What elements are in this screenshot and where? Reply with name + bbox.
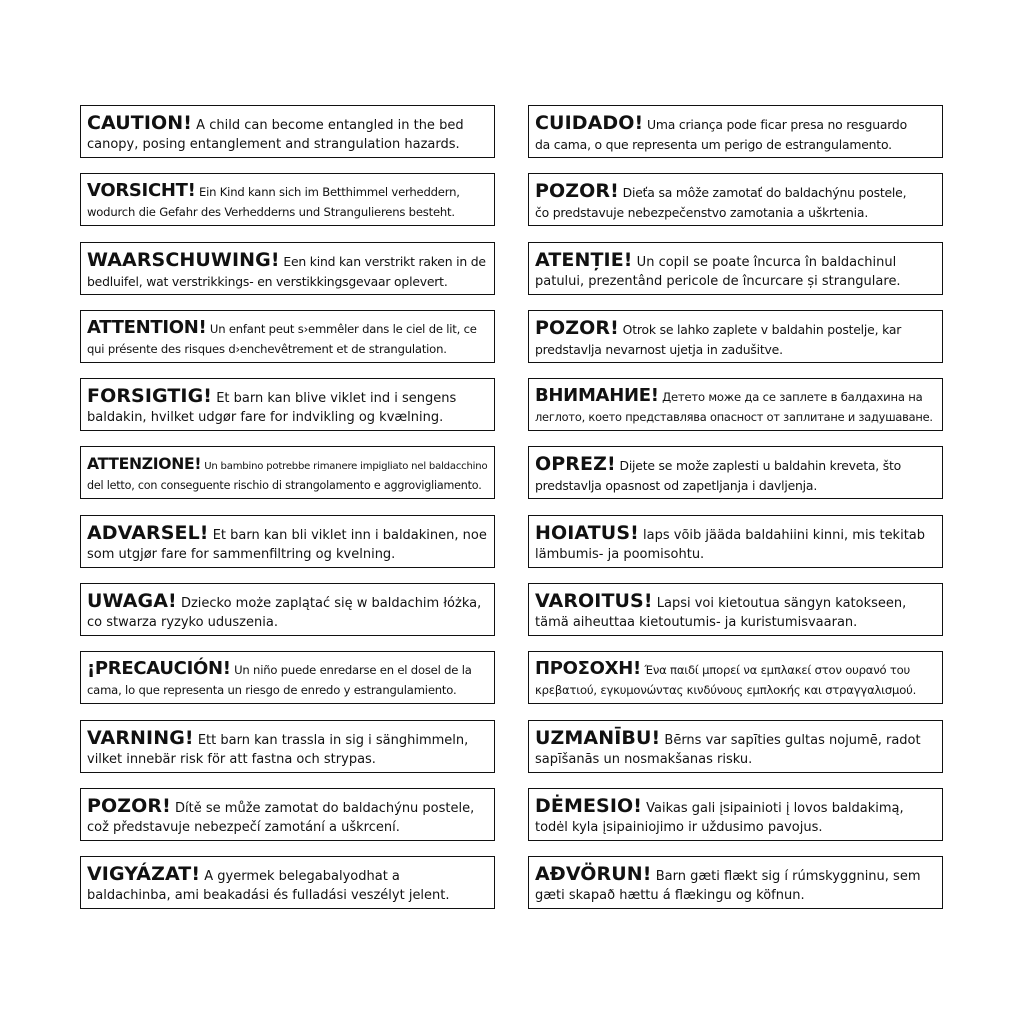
- warning-heading: VIGYÁZAT!: [87, 863, 201, 886]
- warning-label-hu: [80, 856, 495, 909]
- warning-text: Een kind kan verstrikt raken in de: [279, 253, 486, 269]
- warning-text: Otrok se lahko zaplete v baldahin postelje, kar: [618, 321, 902, 337]
- warning-heading: ATTENTION!: [87, 316, 207, 338]
- warning-text-continued: čo predstavuje nebezpečenstvo zamotania a uškrtenia.: [535, 205, 869, 221]
- warning-text: Et barn kan blive viklet ind i sengens: [212, 391, 457, 407]
- warning-text-continued: леглото, което представлява опасност от заплитане и задушаване.: [535, 410, 933, 425]
- warning-text-continued: tämä aiheuttaa kietoutumis- ja kuristumisvaaran.: [535, 615, 858, 631]
- warning-text: Детето може да се заплете в балдахина на: [658, 390, 923, 405]
- warning-heading: ATENȚIE!: [535, 248, 633, 271]
- warning-text: Ett barn kan trassla in sig i sänghimmeln,: [193, 732, 469, 748]
- warning-text: Dítě se může zamotat do baldachýnu postele,: [170, 800, 475, 816]
- warning-text-continued: patului, prezentând pericole de încurcare și strangulare.: [535, 273, 901, 289]
- warning-heading: VARNING!: [87, 726, 194, 749]
- warning-label-pt: [528, 105, 943, 158]
- right-warning-column: [528, 105, 943, 925]
- warning-label-lt: [528, 788, 943, 841]
- warning-heading: CUIDADO!: [535, 112, 644, 134]
- warning-heading: UWAGA!: [87, 590, 177, 613]
- warning-heading: VAROITUS!: [535, 590, 653, 613]
- warning-text: Barn gæti flækt sig í rúmskyggninu, sem: [651, 869, 921, 885]
- warning-text-continued: predstavlja nevarnost ujetja in zadušitve.: [535, 341, 783, 357]
- warning-label-es: [80, 651, 495, 704]
- warning-heading: HOIATUS!: [535, 521, 639, 544]
- warning-text-continued: gæti skapað hættu á flækingu og köfnun.: [535, 888, 805, 904]
- warning-heading: CAUTION!: [87, 112, 193, 134]
- warning-text: Vaikas gali įsipainioti į lovos baldakimą,: [642, 800, 904, 816]
- warning-text: Ένα παιδί μπορεί να εμπλακεί στον ουρανό του: [640, 663, 911, 678]
- warning-label-no: [80, 515, 495, 568]
- warning-heading: FORSIGTIG!: [87, 385, 213, 408]
- warning-label-pl: [80, 583, 495, 636]
- warning-heading: UZMANĪBU!: [535, 726, 661, 749]
- warning-text: Un enfant peut s›emmêler dans le ciel de lit, ce: [206, 321, 477, 336]
- warning-label-el: [528, 651, 943, 704]
- warning-label-da: [80, 378, 495, 431]
- warning-text-continued: todėl kyla įsipainiojimo ir uždusimo pavojus.: [535, 819, 823, 835]
- warning-text: Ein Kind kann sich im Betthimmel verheddern,: [195, 185, 460, 200]
- warning-label-is: [528, 856, 943, 909]
- warning-text: A child can become entangled in the bed: [192, 118, 464, 133]
- warning-label-cs: [80, 788, 495, 841]
- warning-text: Dijete se može zaplesti u baldahin kreveta, što: [615, 458, 902, 474]
- warning-heading: WAARSCHUWING!: [87, 248, 280, 271]
- warning-label-it: [80, 446, 495, 499]
- warning-text: Bērns var sapīties gultas nojumē, radot: [660, 732, 921, 748]
- warning-heading: DĖMESIO!: [535, 794, 643, 817]
- warning-heading: POZOR!: [87, 794, 171, 817]
- warning-text: Un niño puede enredarse en el dosel de la: [230, 663, 472, 678]
- warning-label-bg: [528, 378, 943, 431]
- warning-heading: ВНИМАНИЕ!: [535, 385, 659, 407]
- warning-text: Et barn kan bli viklet inn i baldakinen, noe: [208, 527, 487, 543]
- warning-heading: AÐVÖRUN!: [535, 863, 652, 886]
- warning-text-continued: wodurch die Gefahr des Verhedderns und Strangulierens besteht.: [87, 205, 455, 220]
- warning-heading: ¡PRECAUCIÓN!: [87, 658, 231, 680]
- warning-label-hr: [528, 446, 943, 499]
- warning-label-fi: [528, 583, 943, 636]
- warning-text-continued: κρεβατιού, εγκυμονώντας κινδύνους εμπλοκής και στραγγαλισμού.: [535, 683, 917, 698]
- warning-heading: OPREZ!: [535, 453, 616, 476]
- warning-heading: VORSICHT!: [87, 180, 196, 202]
- warning-text-continued: cama, lo que representa un riesgo de enredo y estrangulamiento.: [87, 683, 457, 698]
- warning-label-sl: [528, 310, 943, 363]
- warning-text-continued: bedluifel, wat verstrikkings- en verstikkingsgevaar oplevert.: [87, 273, 448, 289]
- warning-text-continued: lämbumis- ja poomisohtu.: [535, 546, 705, 562]
- warning-label-fr: [80, 310, 495, 363]
- warning-label-en: [80, 105, 495, 158]
- warning-text-continued: canopy, posing entanglement and strangulation hazards.: [87, 137, 460, 152]
- warning-text-continued: sapīšanās un nosmakšanas risku.: [535, 751, 753, 767]
- warning-label-et: [528, 515, 943, 568]
- warning-text: Dieťa sa môže zamotať do baldachýnu postele,: [618, 185, 907, 201]
- warning-heading: POZOR!: [535, 180, 619, 203]
- warning-text-continued: qui présente des risques d›enchevêtrement et de strangulation.: [87, 341, 447, 356]
- warning-label-ro: [528, 242, 943, 295]
- warning-text: Lapsi voi kietoutua sängyn katokseen,: [652, 596, 907, 612]
- warning-label-nl: [80, 242, 495, 295]
- warning-label-de: [80, 173, 495, 226]
- warning-text: A gyermek belegabalyodhat a: [200, 869, 400, 885]
- warning-text-continued: predstavlja opasnost od zapetljanja i davljenja.: [535, 478, 818, 494]
- warning-heading: ADVARSEL!: [87, 521, 209, 544]
- warning-heading: ΠΡΟΣΟΧΗ!: [535, 658, 641, 680]
- warning-text-continued: baldakin, hvilket udgør fare for indvikling og kvælning.: [87, 410, 444, 426]
- warning-text-continued: som utgjør fare for sammenfiltring og kvelning.: [87, 546, 396, 562]
- warning-text: Un bambino potrebbe rimanere impigliato nel baldacchino: [201, 461, 488, 473]
- warning-label-lv: [528, 720, 943, 773]
- warning-text: laps võib jääda baldahiini kinni, mis tekitab: [638, 527, 926, 543]
- warning-text: Un copil se poate încurca în baldachinul: [632, 254, 897, 270]
- warning-text-continued: co stwarza ryzyko uduszenia.: [87, 615, 278, 631]
- warning-text-continued: da cama, o que representa um perigo de estrangulamento.: [535, 137, 892, 152]
- warning-text-continued: del letto, con conseguente rischio di strangolamento e aggrovigliamento.: [87, 479, 482, 493]
- warning-text: Uma criança pode ficar presa no resguardo: [643, 117, 907, 132]
- warning-label-sv: [80, 720, 495, 773]
- warning-label-sk: [528, 173, 943, 226]
- warning-text-continued: vilket innebär risk för att fastna och strypas.: [87, 751, 376, 767]
- warning-text: Dziecko może zaplątać się w baldachim łóżka,: [176, 596, 482, 612]
- warning-text-continued: baldachinba, ami beakadási és fulladási veszélyt jelent.: [87, 888, 450, 904]
- warning-text-continued: což představuje nebezpečí zamotání a uškrcení.: [87, 819, 400, 835]
- warning-heading: ATTENZIONE!: [87, 455, 202, 474]
- warning-heading: POZOR!: [535, 316, 619, 339]
- left-warning-column: [80, 105, 495, 925]
